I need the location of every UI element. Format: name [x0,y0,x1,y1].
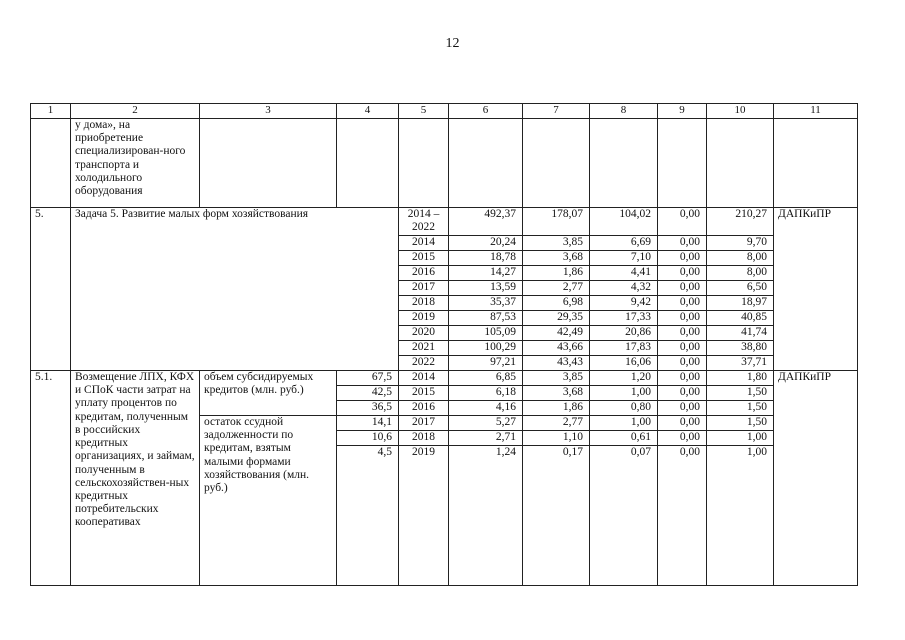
continued-row [31,119,858,208]
value-cell: 1,00 [707,446,774,586]
value-cell: 6,50 [707,281,774,296]
value-cell: 0,00 [658,296,707,311]
value-cell: 29,35 [523,311,590,326]
year-cell: 2020 [399,326,449,341]
value-cell: 0,00 [658,326,707,341]
year-cell: 2018 [399,296,449,311]
program-table [30,103,858,586]
value-cell: 8,00 [707,266,774,281]
value-cell: 36,5 [337,401,399,416]
value-cell: 6,85 [449,371,523,386]
value-cell: 9,70 [707,236,774,251]
value-cell: 0,00 [658,446,707,586]
task5-row [31,208,858,236]
value-cell: 1,50 [707,416,774,431]
value-cell: 105,09 [449,326,523,341]
value-cell: 42,49 [523,326,590,341]
value-cell: 0,00 [658,281,707,296]
value-cell: 40,85 [707,311,774,326]
value-cell: 2,77 [523,281,590,296]
value-cell: 6,18 [449,386,523,401]
item51-indicator-1: объем субсидируемых кредитов (млн. руб.) [200,371,337,416]
value-cell: 104,02 [590,208,658,236]
value-cell: 6,69 [590,236,658,251]
year-cell: 2021 [399,341,449,356]
item51-number: 5.1. [31,371,71,586]
value-cell: 17,33 [590,311,658,326]
value-cell: 6,98 [523,296,590,311]
header-cell: 3 [200,104,337,119]
value-cell: 20,86 [590,326,658,341]
year-cell: 2014 – 2022 [399,208,449,236]
value-cell: 1,50 [707,386,774,401]
value-cell: 1,86 [523,401,590,416]
header-cell: 7 [523,104,590,119]
value-cell: 14,27 [449,266,523,281]
value-cell: 9,42 [590,296,658,311]
value-cell: 43,43 [523,356,590,371]
value-cell: 1,80 [707,371,774,386]
year-cell: 2016 [399,266,449,281]
value-cell: 87,53 [449,311,523,326]
value-cell: 42,5 [337,386,399,401]
value-cell: 0,00 [658,386,707,401]
value-cell: 43,66 [523,341,590,356]
task5-responsible: ДАПКиПР [774,208,858,371]
value-cell: 17,83 [590,341,658,356]
value-cell: 8,00 [707,251,774,266]
value-cell: 0,00 [658,236,707,251]
value-cell: 3,68 [523,386,590,401]
value-cell: 18,97 [707,296,774,311]
header-cell: 5 [399,104,449,119]
task5-title: Задача 5. Развитие малых форм хозяйствования [71,208,399,371]
value-cell: 4,16 [449,401,523,416]
value-cell: 0,00 [658,371,707,386]
year-cell: 2018 [399,431,449,446]
item51-indicator-2: остаток ссудной задолженности по кредитам, взятым малыми формами хозяйствования (млн. руб.) [200,416,337,586]
value-cell: 4,41 [590,266,658,281]
value-cell: 2,71 [449,431,523,446]
value-cell: 35,37 [449,296,523,311]
header-cell: 11 [774,104,858,119]
value-cell: 1,00 [707,431,774,446]
value-cell: 0,00 [658,416,707,431]
header-cell: 1 [31,104,71,119]
value-cell: 41,74 [707,326,774,341]
value-cell: 7,10 [590,251,658,266]
continued-text: у дома», на приобретение специализирован-ного транспорта и холодильного оборудования [71,119,200,208]
value-cell: 38,80 [707,341,774,356]
header-row [31,104,858,119]
value-cell: 20,24 [449,236,523,251]
year-cell: 2017 [399,281,449,296]
value-cell: 16,06 [590,356,658,371]
year-cell: 2022 [399,356,449,371]
value-cell: 1,50 [707,401,774,416]
year-cell: 2016 [399,401,449,416]
item51-responsible: ДАПКиПР [774,371,858,586]
value-cell: 0,00 [658,341,707,356]
value-cell: 4,5 [337,446,399,586]
value-cell: 1,20 [590,371,658,386]
value-cell: 0,00 [658,266,707,281]
value-cell: 37,71 [707,356,774,371]
year-cell: 2015 [399,251,449,266]
year-cell: 2017 [399,416,449,431]
value-cell: 0,00 [658,356,707,371]
header-cell: 10 [707,104,774,119]
year-cell: 2014 [399,236,449,251]
year-cell: 2014 [399,371,449,386]
header-cell: 2 [71,104,200,119]
value-cell: 492,37 [449,208,523,236]
year-cell: 2019 [399,311,449,326]
value-cell: 0,61 [590,431,658,446]
value-cell: 4,32 [590,281,658,296]
value-cell: 67,5 [337,371,399,386]
value-cell: 3,68 [523,251,590,266]
value-cell: 0,00 [658,311,707,326]
value-cell: 14,1 [337,416,399,431]
value-cell: 178,07 [523,208,590,236]
value-cell: 1,10 [523,431,590,446]
item51-row [31,371,858,386]
value-cell: 210,27 [707,208,774,236]
value-cell: 0,00 [658,401,707,416]
item51-title: Возмещение ЛПХ, КФХ и СПоК части затрат на уплату процентов по кредитам, полученным в российских кредитных организациях, и займам, полученным в сельскохозяйствен-ных кредитных потребительских кооперативах [71,371,200,586]
value-cell: 3,85 [523,236,590,251]
year-cell: 2019 [399,446,449,586]
value-cell: 1,00 [590,416,658,431]
value-cell: 1,86 [523,266,590,281]
header-cell: 9 [658,104,707,119]
value-cell: 0,00 [658,431,707,446]
value-cell: 0,00 [658,251,707,266]
header-cell: 4 [337,104,399,119]
value-cell: 10,6 [337,431,399,446]
value-cell: 13,59 [449,281,523,296]
value-cell: 1,00 [590,386,658,401]
value-cell: 18,78 [449,251,523,266]
value-cell: 100,29 [449,341,523,356]
value-cell: 0,00 [658,208,707,236]
value-cell: 0,07 [590,446,658,586]
value-cell: 2,77 [523,416,590,431]
value-cell: 5,27 [449,416,523,431]
value-cell: 3,85 [523,371,590,386]
value-cell: 0,17 [523,446,590,586]
year-cell: 2015 [399,386,449,401]
page-number: 12 [445,36,460,51]
task5-number: 5. [31,208,71,371]
header-cell: 8 [590,104,658,119]
value-cell: 97,21 [449,356,523,371]
value-cell: 0,80 [590,401,658,416]
value-cell: 1,24 [449,446,523,586]
header-cell: 6 [449,104,523,119]
